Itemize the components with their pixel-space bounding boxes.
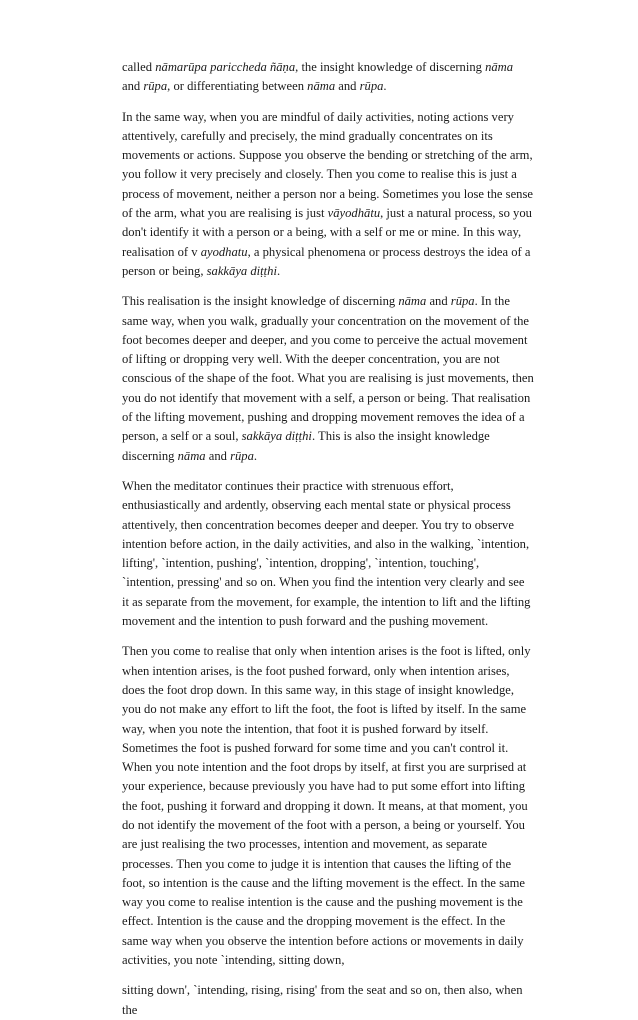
italic-term: sakkāya diṭṭhi bbox=[206, 263, 277, 278]
cut-off-line bbox=[122, 981, 534, 1017]
paragraph bbox=[122, 58, 534, 97]
text-run: , or differentiating between bbox=[167, 79, 308, 94]
italic-term: ayodhatu bbox=[200, 244, 248, 259]
paragraph bbox=[122, 108, 534, 282]
text-run: , a physical phenomena or process destroys the idea of a person or being, bbox=[122, 244, 531, 278]
paragraph bbox=[122, 642, 534, 970]
italic-term: rūpa bbox=[450, 294, 475, 309]
text-run: Then you come to realise that only when intention arises is the foot is lifted, only when intention arises, is the foot pushed forward, only when intention arises, does the foot drop down. In this same way, in this stage of insight knowledge, you do not make any effort to lift the foot, the foot is lifted by itself. In the same way, when you note the intention, that foot it is pushed forward by itself. Sometimes the foot is pushed forward for some time and you can't control it. When you note intention and the foot drops by itself, at first you are surprised at your experience, because previously you have had to put some effort into lifting the foot, pushing it forward and dropping it down. It means, at that moment, you do not identify the movement of the foot with a person, a being or yourself. You are just realising the two processes, intention and movement, as separate processes. Then you come to judge it is intention that causes the lifting of the foot, so intention is the cause and the lifting movement is the effect. In the same way you come to realise intention is the cause and the pushing movement is the effect. Intention is the cause and the dropping movement is the effect. In the same way when you observe the intention before actions or movements in daily activities, you note `intending, sitting down, bbox=[122, 644, 531, 968]
italic-term: nāma bbox=[398, 294, 427, 309]
italic-term: rūpa bbox=[359, 79, 384, 94]
paragraph bbox=[122, 292, 534, 466]
document-body bbox=[122, 58, 534, 970]
italic-term: nāma bbox=[307, 79, 336, 94]
text-run: . bbox=[253, 448, 258, 463]
italic-term: nāma bbox=[177, 448, 206, 463]
text-run: When the meditator continues their practice with strenuous effort, enthusiastically and ardently, observing each mental state or physical process attentively, then concentration becomes deeper and deeper. You try to observe intention before action, in the daily activities, and also in the walking, `intention, lifting', `intention, pushing', `intention, dropping', `intention, touching', `intention, pressing' and so on. When you find the intention very clearly and see it as separate from the movement, for example, the intention to lift and the lifting movement and the intention to push forward and the pushing movement. bbox=[122, 478, 531, 629]
text-run: , the insight knowledge of discerning bbox=[295, 60, 486, 74]
italic-term: vāyodhātu bbox=[327, 206, 381, 221]
text-run: In the same way, when you are mindful of daily activities, noting actions very attentively, carefully and precisely, the mind gradually concentrates on its movements or actions. Suppose you observe the bending or stretching of the arm, you follow it very precisely and closely. Then you come to realise this is just a process of movement, neither a person nor a being. Sometimes you lose the sense of the arm, what you are realising is just bbox=[122, 109, 533, 221]
document-page bbox=[122, 58, 534, 1017]
text-run: . bbox=[276, 263, 281, 278]
text-run: . In the same way, when you walk, gradually your concentration on the movement of the foot becomes deeper and deeper, and you come to perceive the actual movement of lifting or dropping very well. With the deeper concentration, you are not conscious of the shape of the foot. What you are realising is just movements, then you do not identify that movement with a self, a person or being. That realisation of the lifting movement, pushing and dropping movement removes the idea of a person, a self or a soul, bbox=[122, 294, 534, 444]
text-run: and bbox=[205, 448, 231, 463]
text-run: . This is also the insight knowledge discerning bbox=[122, 429, 490, 463]
italic-term: sakkāya diṭṭhi bbox=[241, 429, 312, 444]
text-run: and bbox=[426, 294, 451, 309]
paragraph bbox=[122, 477, 534, 631]
italic-term: nāmarūpa pariccheda ñāṇa bbox=[155, 60, 296, 74]
text-run: , just a natural process, so you don't identify it with a person or a being, with a self or me or mine. In this way, realisation of v bbox=[122, 206, 532, 259]
text-run: and bbox=[335, 79, 360, 94]
italic-term: rūpa bbox=[230, 448, 254, 463]
text-run: called bbox=[122, 60, 156, 74]
cut-off-text: sitting down', `intending, rising, rising' from the seat and so on, then also, when the bbox=[122, 983, 523, 1017]
italic-term: nāma bbox=[485, 60, 514, 74]
text-run: and bbox=[122, 79, 144, 94]
text-run: This realisation is the insight knowledge of discerning bbox=[122, 294, 399, 309]
italic-term: rūpa bbox=[143, 79, 168, 94]
text-run: . bbox=[383, 79, 387, 94]
